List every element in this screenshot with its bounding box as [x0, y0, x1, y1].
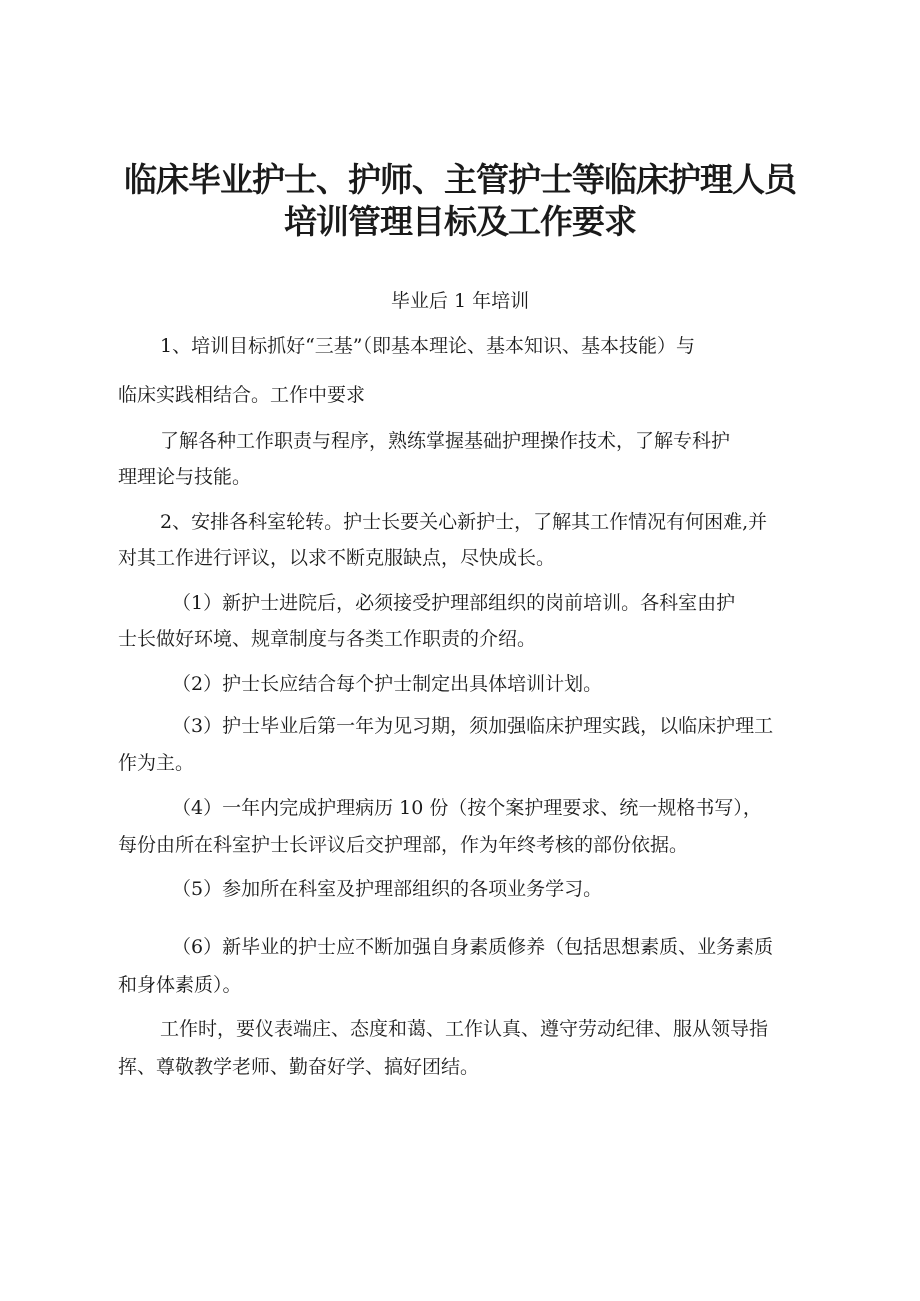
- paragraph-2-line-1: 了解各种工作职责与程序，熟练掌握基础护理操作技术，了解专科护: [160, 430, 731, 452]
- paragraph-2-line-2: 理理论与技能。: [118, 466, 252, 488]
- list-item-3-line-1: （3）护士毕业后第一年为见习期，须加强临床护理实践，以临床护理工: [172, 715, 774, 737]
- paragraph-3-line-2: 对其工作进行评议，以求不断克服缺点，尽快成长。: [118, 547, 556, 569]
- list-item-6-line-2: 和身体素质）。: [118, 974, 242, 996]
- paragraph-4-line-2: 挥、尊敬教学老师、勤奋好学、搞好团结。: [118, 1056, 480, 1078]
- list-item-1-line-1: （1）新护士进院后，必须接受护理部组织的岗前培训。各科室由护: [172, 592, 736, 614]
- paragraph-1-line-1: 1、培训目标抓好“三基”（即基本理论、基本知识、基本技能）与: [160, 335, 696, 357]
- document-title-line-2: 培训管理目标及工作要求: [284, 202, 636, 241]
- list-item-6-line-1: （6）新毕业的护士应不断加强自身素质修养（包括思想素质、业务素质: [172, 936, 774, 958]
- list-item-4-line-2: 每份由所在科室护士长评议后交护理部，作为年终考核的部份依据。: [118, 834, 689, 856]
- paragraph-1-line-2: 临床实践相结合。工作中要求: [118, 384, 366, 406]
- list-item-5: （5）参加所在科室及护理部组织的各项业务学习。: [172, 878, 603, 900]
- paragraph-3-line-1: 2、安排各科室轮转。护士长要关心新护士，了解其工作情况有何困难,并: [160, 511, 768, 533]
- paragraph-4-line-1: 工作时，要仪表端庄、态度和蔼、工作认真、遵守劳动纪律、服从领导指: [160, 1018, 769, 1040]
- document-title-line-1: 临床毕业护士、护师、主管护士等临床护理人员: [124, 160, 796, 199]
- list-item-4-line-1: （4）一年内完成护理病历 10 份（按个案护理要求、统一规格书写），: [172, 797, 762, 819]
- list-item-3-line-2: 作为主。: [118, 752, 195, 774]
- section-subtitle: 毕业后 1 年培训: [390, 290, 530, 312]
- list-item-1-line-2: 士长做好环境、规章制度与各类工作职责的介绍。: [118, 628, 537, 650]
- list-item-2: （2）护士长应结合每个护士制定出具体培训计划。: [172, 673, 603, 695]
